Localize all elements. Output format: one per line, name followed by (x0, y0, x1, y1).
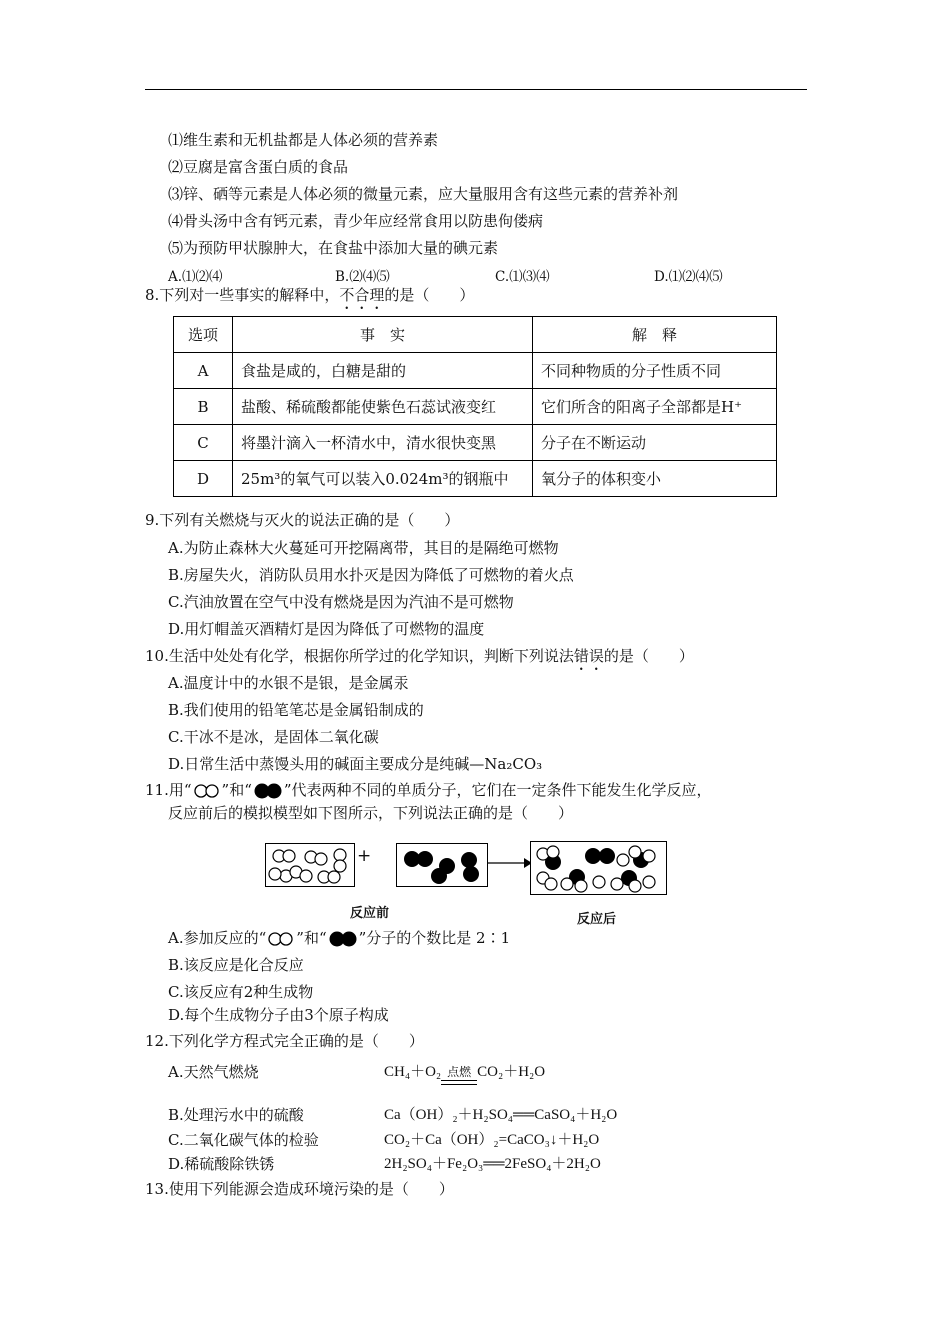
q12-stem: 12.下列化学方程式完全正确的是（ ） (145, 1032, 424, 1050)
reactant-box-white (265, 843, 355, 887)
row-explain: 不同种物质的分子性质不同 (533, 353, 777, 389)
q7-statement-2: ⑵豆腐是富含蛋白质的食品 (168, 158, 349, 176)
q12-option-d-equation: 2H₂SO₄＋Fe₂O₃══2FeSO₄＋2H₂O (384, 1156, 601, 1172)
table-row (174, 353, 777, 389)
q11-option-c[interactable]: C.该反应有2种生成物 (168, 983, 314, 1001)
header-fact: 事 实 (233, 317, 533, 353)
row-fact: 食盐是咸的，白糖是甜的 (233, 353, 533, 389)
table-row (174, 389, 777, 425)
q10-option-c[interactable]: C.干冰不是冰，是固体二氧化碳 (168, 728, 379, 746)
q7-option-b[interactable]: B.⑵⑷⑸ (335, 269, 390, 285)
q10-option-d[interactable]: D.日常生活中蒸馒头用的碱面主要成分是纯碱—Na₂CO₃ (168, 755, 543, 773)
q9-option-b[interactable]: B.房屋失火，消防队员用水扑灭是因为降低了可燃物的着火点 (168, 566, 574, 584)
q9-stem: 9.下列有关燃烧与灭火的说法正确的是（ ） (145, 511, 460, 529)
row-fact: 将墨汁滴入一杯清水中，清水很快变黑 (233, 425, 533, 461)
q13-stem: 13.使用下列能源会造成环境污染的是（ ） (145, 1180, 454, 1198)
q7-option-a[interactable]: A.⑴⑵⑷ (168, 269, 223, 285)
q9-option-a[interactable]: A.为防止森林大火蔓延可开挖隔离带，其目的是隔绝可燃物 (168, 539, 559, 557)
header-rule (145, 89, 807, 90)
q12-option-b-label[interactable]: B.处理污水中的硫酸 (168, 1106, 304, 1124)
q7-statement-1: ⑴维生素和无机盐都是人体必须的营养素 (168, 131, 439, 149)
product-molecules-icon (531, 842, 666, 894)
q7-statement-5: ⑸为预防甲状腺肿大，在食盐中添加大量的碘元素 (168, 239, 499, 257)
row-fact: 25m³的氧气可以装入0.024m³的钢瓶中 (233, 461, 533, 497)
row-explain: 氧分子的体积变小 (533, 461, 777, 497)
reaction-condition: 点燃 (441, 1062, 477, 1082)
white-molecule-icon (266, 931, 296, 947)
caption-before: 反应前 (350, 906, 390, 921)
table-header-row (174, 317, 777, 353)
q9-option-d[interactable]: D.用灯帽盖灭酒精灯是因为降低了可燃物的温度 (168, 620, 485, 638)
q12-option-b-equation: Ca（OH）₂＋H₂SO₄══CaSO₄＋H₂O (384, 1107, 618, 1123)
caption-after: 反应后 (577, 912, 617, 927)
q12-option-c-label[interactable]: C.二氧化碳气体的检验 (168, 1131, 319, 1149)
header-option: 选项 (174, 317, 233, 353)
black-molecule-icon (252, 782, 284, 800)
row-option[interactable]: C (174, 425, 233, 461)
q11-option-d[interactable]: D.每个生成物分子由3个原子构成 (168, 1006, 389, 1024)
white-molecule-icon (192, 783, 222, 799)
q10-option-a[interactable]: A.温度计中的水银不是银，是金属汞 (168, 674, 409, 692)
q11-stem: 11.用“ ”和“ ”代表两种不同的单质分子，它们在一定条件下能发生化学反应， (145, 781, 712, 799)
q12-option-a-label[interactable]: A.天然气燃烧 (168, 1063, 259, 1081)
q9-option-c[interactable]: C.汽油放置在空气中没有燃烧是因为汽油不是可燃物 (168, 593, 514, 611)
product-box (530, 841, 667, 895)
row-option[interactable]: B (174, 389, 233, 425)
q10-stem: 10.生活中处处有化学，根据你所学过的化学知识，判断下列说法错误的是（ ） (145, 647, 694, 665)
q7-options (168, 265, 778, 285)
q8-table (173, 316, 777, 497)
q12-option-d-label[interactable]: D.稀硫酸除铁锈 (168, 1155, 275, 1173)
q7-statement-4: ⑷骨头汤中含有钙元素，青少年应经常食用以防患佝偻病 (168, 212, 544, 230)
plus-sign: + (357, 846, 372, 866)
header-explain: 解 释 (533, 317, 777, 353)
row-option[interactable]: D (174, 461, 233, 497)
q12-option-a-equation: CH₄＋O₂ 点燃 CO₂＋H₂O (384, 1064, 546, 1080)
q7-option-d[interactable]: D.⑴⑵⑷⑸ (654, 269, 723, 285)
q11-option-b[interactable]: B.该反应是化合反应 (168, 956, 304, 974)
row-fact: 盐酸、稀硫酸都能使紫色石蕊试液变红 (233, 389, 533, 425)
table-row (174, 425, 777, 461)
q11-option-a[interactable]: A.参加反应的“ ”和“ ”分子的个数比是 2∶1 (168, 929, 511, 947)
q8-stem: 8.下列对一些事实的解释中，不合理的是（ ） (145, 286, 475, 304)
q10-option-b[interactable]: B.我们使用的铅笔笔芯是金属铅制成的 (168, 701, 424, 719)
row-option[interactable]: A (174, 353, 233, 389)
reaction-arrow-icon (488, 857, 532, 869)
table-row (174, 461, 777, 497)
black-molecule-icon (327, 930, 359, 948)
row-explain: 它们所含的阳离子全部都是H⁺ (533, 389, 777, 425)
q11-stem-line2: 反应前后的模拟模型如下图所示，下列说法正确的是（ ） (168, 804, 574, 822)
q7-statement-3: ⑶锌、硒等元素是人体必须的微量元素，应大量服用含有这些元素的营养补剂 (168, 185, 679, 203)
q12-option-c-equation: CO₂＋Ca（OH）₂=CaCO₃↓＋H₂O (384, 1132, 600, 1148)
reactant-box-black (396, 843, 488, 887)
row-explain: 分子在不断运动 (533, 425, 777, 461)
black-molecules-icon (397, 844, 487, 886)
q7-option-c[interactable]: C.⑴⑶⑷ (495, 269, 550, 285)
white-molecules-icon (266, 844, 354, 886)
